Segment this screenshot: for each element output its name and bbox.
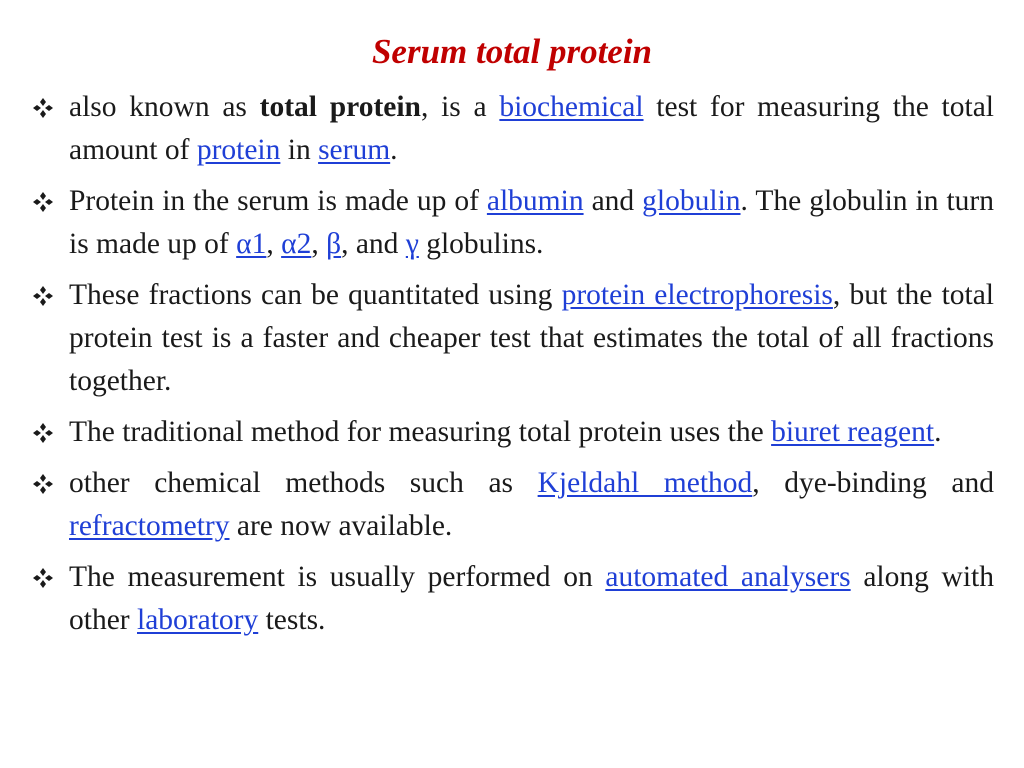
- bullet-item-definition: [32, 86, 994, 172]
- link-protein[interactable]: protein: [196, 134, 281, 166]
- bullet-item-traditional-method: [32, 411, 994, 454]
- text-segment: The measurement is usually performed on: [69, 561, 606, 593]
- text-segment: tests.: [258, 604, 326, 636]
- text-segment: along with other: [69, 561, 994, 636]
- text-segment: .: [390, 134, 398, 166]
- bullet-item-other-methods: [32, 462, 994, 548]
- text-segment: , and: [341, 228, 406, 260]
- text-segment: Protein in the serum is made up of: [69, 185, 487, 217]
- four-diamond-star-icon: [32, 567, 54, 589]
- text-segment: and: [583, 185, 643, 217]
- link-alpha1[interactable]: α1: [236, 228, 267, 260]
- link-refractometry[interactable]: refractometry: [69, 510, 230, 542]
- four-diamond-star-icon: [32, 191, 54, 213]
- link-albumin[interactable]: albumin: [486, 185, 584, 217]
- four-diamond-star-icon: [32, 422, 54, 444]
- link-biuret-reagent[interactable]: biuret reagent: [771, 416, 935, 448]
- text-segment: test for measuring the total amount of: [69, 91, 994, 166]
- text-segment: These fractions can be quantitated using: [69, 279, 562, 311]
- text-segment: other chemical methods such as: [69, 467, 538, 499]
- bullet-item-fractions: [32, 274, 994, 403]
- text-segment: are now available.: [229, 510, 453, 542]
- text-segment: The traditional method for measuring total protein uses the: [69, 416, 772, 448]
- four-diamond-star-icon: [32, 473, 54, 495]
- text-segment: .: [934, 416, 942, 448]
- link-laboratory[interactable]: laboratory: [137, 604, 259, 636]
- text-segment: , dye-binding and: [752, 467, 994, 499]
- four-diamond-star-icon: [32, 285, 54, 307]
- link-alpha2[interactable]: α2: [281, 228, 312, 260]
- bold-term: total protein: [259, 91, 421, 123]
- link-beta[interactable]: β: [326, 228, 342, 260]
- link-globulin[interactable]: globulin: [642, 185, 741, 217]
- text-segment: . The globulin in turn is made up of: [69, 185, 995, 260]
- bullet-item-measurement: [32, 556, 994, 642]
- bullet-list: [32, 86, 994, 650]
- link-gamma[interactable]: γ: [405, 228, 419, 260]
- link-kjeldahl-method[interactable]: Kjeldahl method: [537, 467, 753, 499]
- text-segment: , is a: [420, 91, 500, 123]
- slide-title: Serum total protein: [371, 32, 653, 71]
- link-automated-analysers[interactable]: automated analysers: [605, 561, 851, 593]
- link-biochemical[interactable]: biochemical: [499, 91, 644, 123]
- text-segment: ,: [266, 228, 282, 260]
- text-segment: in: [280, 134, 319, 166]
- bullet-item-composition: [32, 180, 994, 266]
- text-segment: , but the total protein test is a faster and cheaper test that estimates the total of all fractions together.: [69, 279, 995, 397]
- text-segment: globulins.: [418, 228, 544, 260]
- four-diamond-star-icon: [32, 97, 54, 119]
- text-segment: also known as: [69, 91, 260, 123]
- text-segment: ,: [311, 228, 327, 260]
- link-serum[interactable]: serum: [318, 134, 391, 166]
- link-protein-electrophoresis[interactable]: protein electrophoresis: [561, 279, 833, 311]
